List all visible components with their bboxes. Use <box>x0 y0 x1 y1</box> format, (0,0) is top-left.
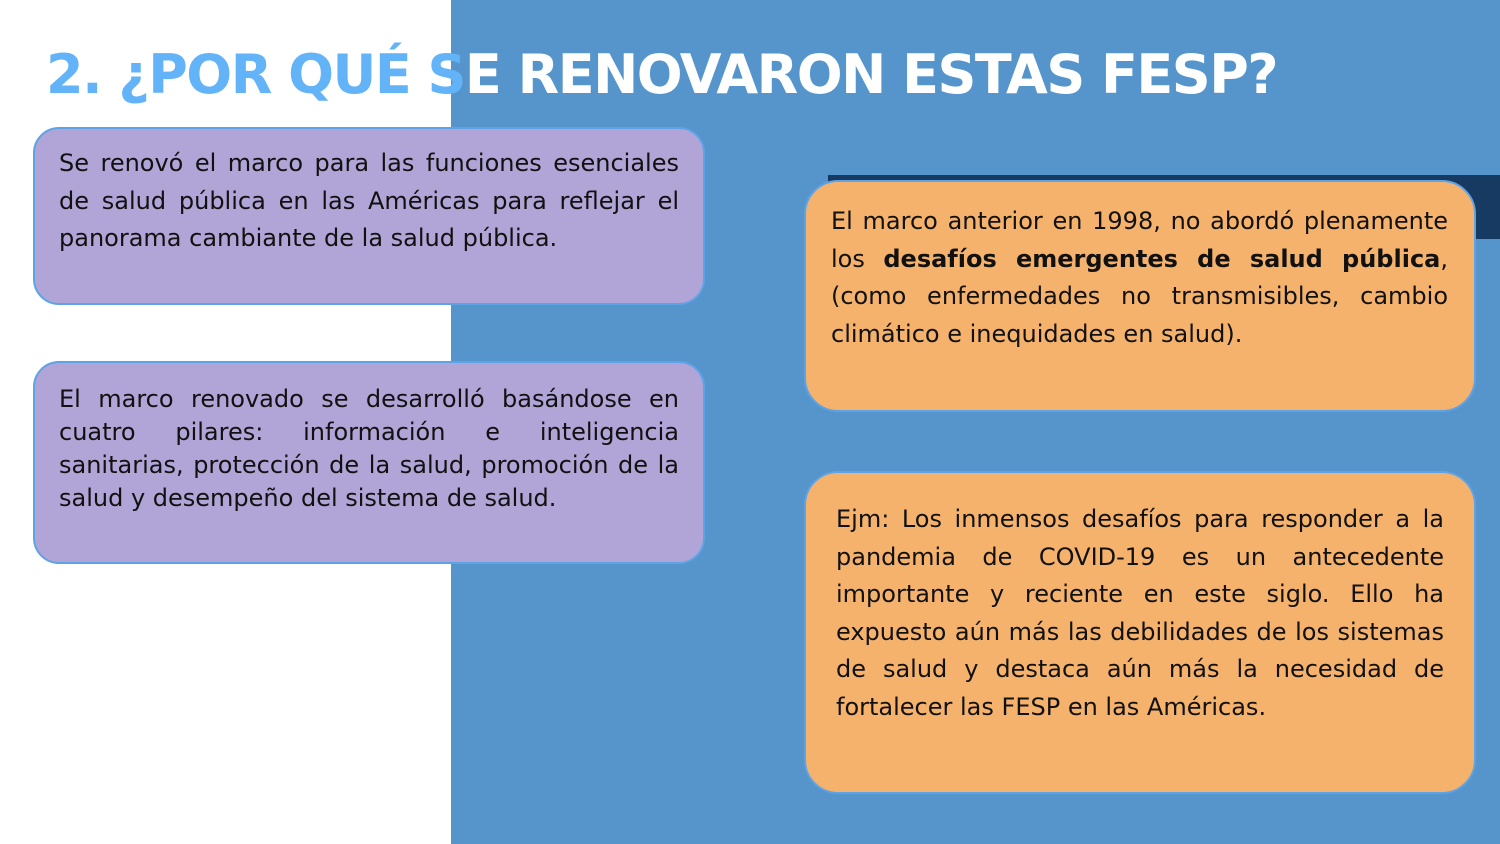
title-part-white: E RENOVARON ESTAS FESP? <box>464 43 1278 106</box>
previous-framework-text-start: El marco anterior en 1998, no abordó plenamente los <box>831 207 1448 273</box>
emerging-challenges-highlight: desafíos emergentes de salud pública <box>883 244 1441 273</box>
previous-framework-text-end: , (como enfermedades no transmisibles, cambio climático e inequidades en salud). <box>831 244 1449 348</box>
renewal-reason-box <box>33 127 705 305</box>
covid-example-text: Ejm: Los inmensos desafíos para responder a la pandemia de COVID-19 es un antecedente importante y reciente en este siglo. Ello ha expuesto aún más las debilidades de los sistemas de salud y destaca aún más la necesidad de fortalecer las FESP en las Américas. <box>836 505 1444 721</box>
renewal-reason-text: Se renovó el marco para las funciones esenciales de salud pública en las Américas para reflejar el panorama cambiante de la salud pública. <box>59 149 679 252</box>
covid-example-box <box>804 471 1476 794</box>
four-pillars-text: El marco renovado se desarrolló basándose en cuatro pilares: información e inteligencia sanitarias, protección de la salud, promoción de la salud y desempeño del sistema de salud. <box>59 385 679 512</box>
four-pillars-box <box>33 361 705 564</box>
slide-title <box>46 40 1277 110</box>
previous-framework-box <box>804 180 1476 412</box>
title-part-light: 2. ¿POR QUÉ S <box>46 43 465 106</box>
